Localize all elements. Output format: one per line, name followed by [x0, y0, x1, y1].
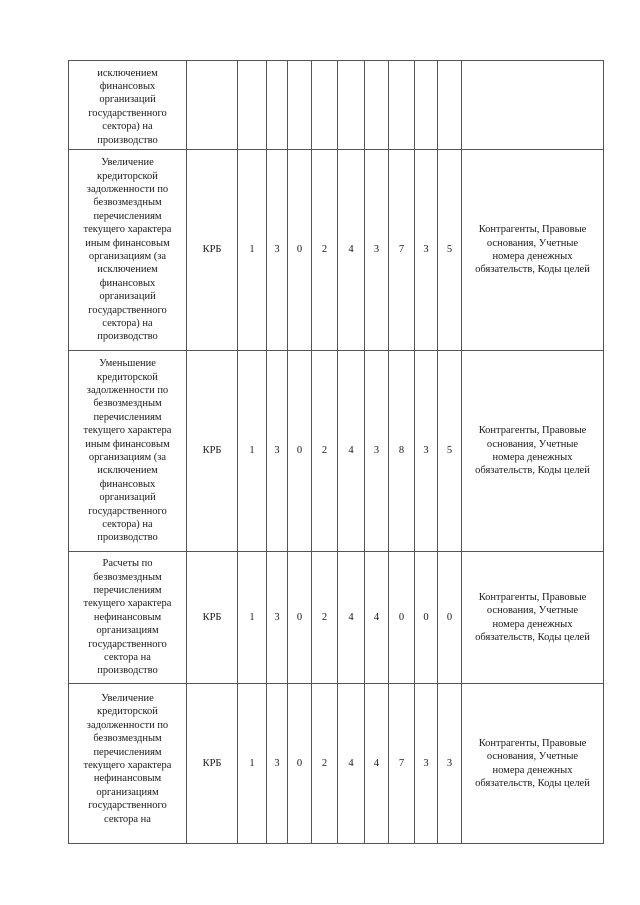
- digit-cell: 3: [365, 351, 389, 552]
- table-row: [69, 552, 604, 684]
- digit-cell: 8: [389, 351, 415, 552]
- account-code-cell: КРБ: [187, 150, 238, 351]
- digit-cell: 4: [338, 552, 365, 684]
- account-code-cell: [187, 61, 238, 150]
- table-row: [69, 61, 604, 150]
- accounts-table: [68, 60, 604, 844]
- digit-cell: [238, 61, 267, 150]
- account-code-cell: КРБ: [187, 684, 238, 844]
- digit-cell: 4: [338, 684, 365, 844]
- analytics-cell: [462, 61, 604, 150]
- digit-cell: [312, 61, 338, 150]
- digit-cell: [338, 61, 365, 150]
- digit-cell: [288, 61, 312, 150]
- digit-cell: 3: [415, 150, 438, 351]
- table-row: [69, 351, 604, 552]
- digit-cell: [389, 61, 415, 150]
- digit-cell: 0: [288, 552, 312, 684]
- table-row: [69, 684, 604, 844]
- digit-cell: 3: [267, 351, 288, 552]
- digit-cell: 4: [365, 684, 389, 844]
- digit-cell: 3: [365, 150, 389, 351]
- digit-cell: 3: [267, 552, 288, 684]
- account-code-cell: КРБ: [187, 351, 238, 552]
- analytics-cell: Контрагенты, Правовые основания, Учетные номера денежных обязательств, Коды целей: [462, 351, 604, 552]
- digit-cell: 4: [338, 351, 365, 552]
- digit-cell: 4: [365, 552, 389, 684]
- digit-cell: [365, 61, 389, 150]
- digit-cell: 4: [338, 150, 365, 351]
- accounts-table-body: [69, 61, 604, 844]
- digit-cell: 2: [312, 351, 338, 552]
- analytics-cell: Контрагенты, Правовые основания, Учетные номера денежных обязательств, Коды целей: [462, 684, 604, 844]
- digit-cell: 0: [389, 552, 415, 684]
- digit-cell: 0: [288, 684, 312, 844]
- digit-cell: 5: [438, 351, 462, 552]
- digit-cell: 3: [415, 684, 438, 844]
- digit-cell: 7: [389, 684, 415, 844]
- account-name: исключением финансовых организаций государственного сектора) на производство: [69, 61, 187, 150]
- digit-cell: 1: [238, 552, 267, 684]
- digit-cell: 0: [415, 552, 438, 684]
- digit-cell: 5: [438, 150, 462, 351]
- analytics-cell: Контрагенты, Правовые основания, Учетные номера денежных обязательств, Коды целей: [462, 150, 604, 351]
- account-code-cell: КРБ: [187, 552, 238, 684]
- digit-cell: 3: [415, 351, 438, 552]
- account-name: Расчеты по безвозмездным перечислениям текущего характера нефинансовым организациям государственного сектора на производство: [69, 552, 187, 684]
- digit-cell: [438, 61, 462, 150]
- account-name: Увеличение кредиторской задолженности по безвозмездным перечислениям текущего характера нефинансовым организациям государственного сектора на: [69, 684, 187, 844]
- digit-cell: 1: [238, 351, 267, 552]
- digit-cell: 0: [288, 351, 312, 552]
- digit-cell: 1: [238, 150, 267, 351]
- digit-cell: 1: [238, 684, 267, 844]
- digit-cell: 7: [389, 150, 415, 351]
- digit-cell: 3: [438, 684, 462, 844]
- digit-cell: [267, 61, 288, 150]
- account-name: Уменьшение кредиторской задолженности по безвозмездным перечислениям текущего характера иным финансовым организациям (за исключением финансовых организаций государственного сектора) на производство: [69, 351, 187, 552]
- digit-cell: 2: [312, 552, 338, 684]
- table-row: [69, 150, 604, 351]
- account-name: Увеличение кредиторской задолженности по безвозмездным перечислениям текущего характера иным финансовым организациям (за исключением финансовых организаций государственного сектора) на производство: [69, 150, 187, 351]
- digit-cell: [415, 61, 438, 150]
- digit-cell: 3: [267, 150, 288, 351]
- digit-cell: 2: [312, 150, 338, 351]
- digit-cell: 3: [267, 684, 288, 844]
- digit-cell: 0: [288, 150, 312, 351]
- digit-cell: 0: [438, 552, 462, 684]
- digit-cell: 2: [312, 684, 338, 844]
- analytics-cell: Контрагенты, Правовые основания, Учетные номера денежных обязательств, Коды целей: [462, 552, 604, 684]
